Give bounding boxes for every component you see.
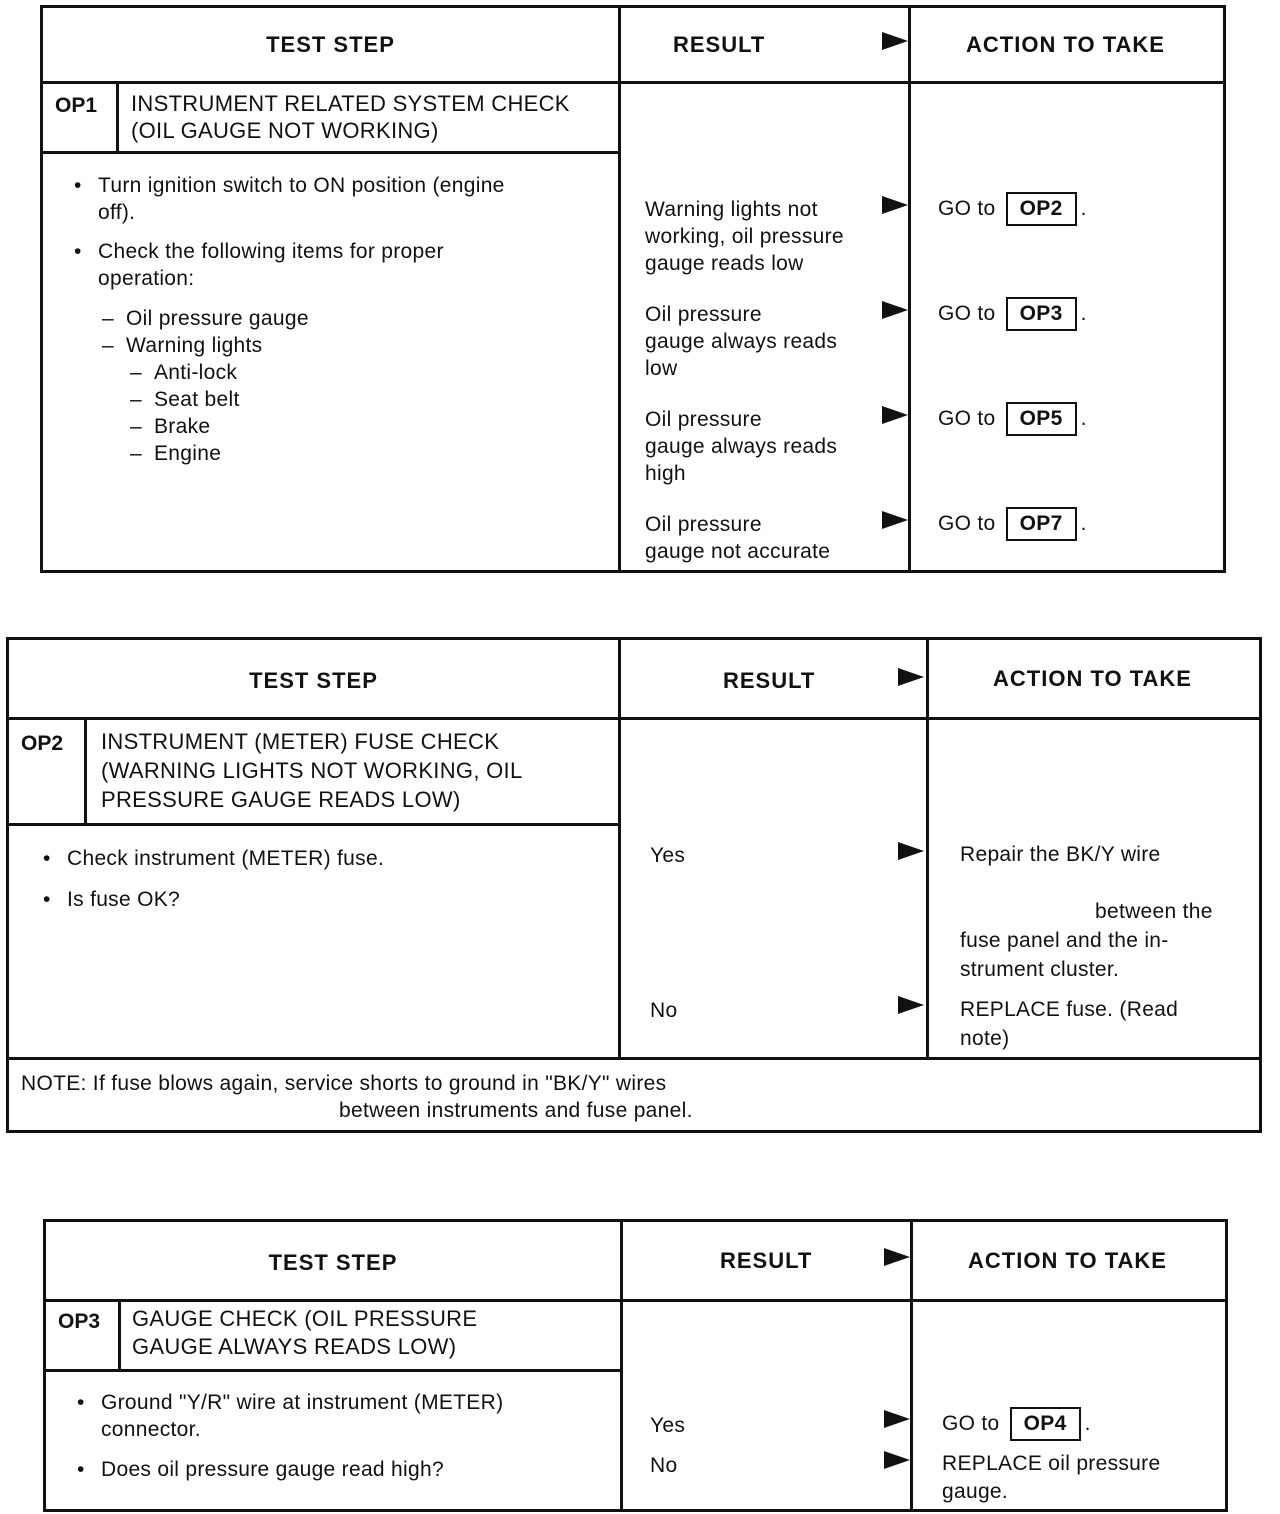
- op1-action3: [938, 402, 1087, 436]
- op1-step1-line2: off).: [98, 201, 136, 224]
- op1-action4-period: .: [1080, 512, 1087, 535]
- op3-step1-line2: connector.: [101, 1418, 201, 1441]
- op1-action4: [938, 507, 1087, 541]
- op1-action1-period: .: [1080, 197, 1087, 220]
- op2-step-title-line1: INSTRUMENT (METER) FUSE CHECK: [101, 729, 500, 754]
- op1-item-gauge: – Oil pressure gauge: [126, 305, 309, 332]
- op1-result2-line1: Oil pressure: [645, 303, 762, 326]
- op3-action-yes-ref[interactable]: OP4: [1010, 1407, 1081, 1441]
- op1-step1-line1: • Turn ignition switch to ON position (engine: [98, 172, 505, 199]
- op1-step2-line2: operation:: [98, 267, 195, 290]
- op1-result3-arrow-icon: [882, 406, 908, 424]
- op1-header-test-step: TEST STEP: [266, 32, 395, 57]
- op2-col-divider-2: [926, 640, 929, 1060]
- op1-result2-line2: gauge always reads: [645, 330, 838, 353]
- op1-header-rule: [43, 81, 1223, 84]
- op1-result4-arrow-icon: [882, 511, 908, 529]
- op2-header-result: RESULT: [723, 668, 816, 693]
- op3-step1-line1: • Ground "Y/R" wire at instrument (METER): [101, 1389, 503, 1416]
- op2-action-no-line1: REPLACE fuse. (Read: [960, 998, 1179, 1021]
- op1-table: [40, 5, 1226, 573]
- op2-action-yes-line3: fuse panel and the in-: [960, 929, 1169, 952]
- op1-result2-arrow-icon: [882, 301, 908, 319]
- op1-col-divider-1: [618, 8, 621, 570]
- op2-yes-arrow-icon: [898, 842, 924, 860]
- op1-action2-ref[interactable]: OP3: [1006, 297, 1077, 331]
- op3-header-result: RESULT: [720, 1248, 813, 1273]
- op2-result-no: No: [650, 999, 678, 1022]
- op3-step-title-line1: GAUGE CHECK (OIL PRESSURE: [132, 1306, 478, 1331]
- op2-header-action: ACTION TO TAKE: [993, 666, 1192, 691]
- op1-step-id: OP1: [55, 94, 98, 117]
- op1-sub-engine: – Engine: [154, 440, 221, 467]
- op1-action1-goto: GO to: [938, 197, 996, 220]
- op1-id-divider: [116, 81, 119, 153]
- op3-table: [43, 1219, 1228, 1512]
- op1-step-title-line2: (OIL GAUGE NOT WORKING): [131, 118, 439, 143]
- op2-action-yes-line4: strument cluster.: [960, 958, 1120, 981]
- op1-item-lights: – Warning lights: [126, 332, 262, 359]
- op3-action-no-line2: gauge.: [942, 1480, 1009, 1503]
- op1-result3-line3: high: [645, 462, 686, 485]
- op1-sub-antilock: – Anti-lock: [154, 359, 237, 386]
- op3-title-rule: [46, 1369, 623, 1372]
- op3-result-yes: Yes: [650, 1414, 686, 1437]
- op1-action3-period: .: [1080, 407, 1087, 430]
- op3-step2: • Does oil pressure gauge read high?: [101, 1456, 444, 1483]
- op1-title-rule: [43, 151, 621, 154]
- op1-result4-line2: gauge not accurate: [645, 540, 831, 563]
- op1-col-divider-2: [908, 8, 911, 570]
- op1-action3-ref[interactable]: OP5: [1006, 402, 1077, 436]
- op1-action4-goto: GO to: [938, 512, 996, 535]
- op2-header-rule: [9, 717, 1259, 720]
- op3-step-id: OP3: [58, 1310, 101, 1333]
- op1-action4-ref[interactable]: OP7: [1006, 507, 1077, 541]
- op1-header-result: RESULT: [673, 32, 766, 57]
- op2-note-line2: between instruments and fuse panel.: [339, 1099, 693, 1122]
- op3-header-arrow-icon: [884, 1248, 910, 1266]
- op3-col-divider-1: [620, 1222, 623, 1509]
- op1-result2-line3: low: [645, 357, 678, 380]
- op2-header-test-step: TEST STEP: [249, 668, 378, 693]
- op2-action-no-line2: note): [960, 1027, 1010, 1050]
- op2-table: [6, 637, 1262, 1133]
- op2-step-title-line2: (WARNING LIGHTS NOT WORKING, OIL: [101, 758, 523, 783]
- op2-action-yes-line1: Repair the BK/Y wire: [960, 843, 1161, 866]
- op1-step2-line1: • Check the following items for proper: [98, 238, 444, 265]
- op2-result-yes: Yes: [650, 844, 686, 867]
- op3-yes-arrow-icon: [884, 1410, 910, 1428]
- op3-id-divider: [118, 1299, 121, 1371]
- op1-action2-goto: GO to: [938, 302, 996, 325]
- op2-note-line1: NOTE: If fuse blows again, service shorts to ground in "BK/Y" wires: [21, 1072, 667, 1095]
- op1-result4-line1: Oil pressure: [645, 513, 762, 536]
- op2-step1: • Check instrument (METER) fuse.: [67, 845, 384, 872]
- op2-id-divider: [84, 717, 87, 825]
- op1-result1-arrow-icon: [882, 196, 908, 214]
- op1-sub-brake: – Brake: [154, 413, 210, 440]
- op3-no-arrow-icon: [884, 1451, 910, 1469]
- op2-step-id: OP2: [21, 732, 64, 755]
- op3-step-title-line2: GAUGE ALWAYS READS LOW): [132, 1334, 457, 1359]
- op1-result1-line3: gauge reads low: [645, 252, 804, 275]
- op1-result1-line2: working, oil pressure: [645, 225, 844, 248]
- op1-action1: [938, 192, 1087, 226]
- op2-note-rule: [9, 1057, 1259, 1060]
- op3-action-no-line1: REPLACE oil pressure: [942, 1452, 1161, 1475]
- op1-result3-line1: Oil pressure: [645, 408, 762, 431]
- op3-result-no: No: [650, 1454, 678, 1477]
- op2-step-title-line3: PRESSURE GAUGE READS LOW): [101, 787, 461, 812]
- op2-header-arrow-icon: [898, 668, 924, 686]
- op1-result1-line1: Warning lights not: [645, 198, 818, 221]
- op1-header-arrow-icon: [882, 32, 908, 50]
- op3-action-yes-goto: GO to: [942, 1412, 1000, 1435]
- op3-header-rule: [46, 1299, 1225, 1302]
- op1-header-action: ACTION TO TAKE: [966, 32, 1165, 57]
- op1-sub-seatbelt: – Seat belt: [154, 386, 240, 413]
- op2-col-divider-1: [618, 640, 621, 1060]
- op1-action3-goto: GO to: [938, 407, 996, 430]
- op3-action-yes-period: .: [1084, 1412, 1091, 1435]
- op1-result3-line2: gauge always reads: [645, 435, 838, 458]
- op1-action2: [938, 297, 1087, 331]
- op2-action-yes-line2: between the: [1095, 900, 1213, 923]
- op3-header-action: ACTION TO TAKE: [968, 1248, 1167, 1273]
- op3-header-test-step: TEST STEP: [268, 1250, 398, 1275]
- op1-action1-ref[interactable]: OP2: [1006, 192, 1077, 226]
- op1-step-title-line1: INSTRUMENT RELATED SYSTEM CHECK: [131, 91, 570, 116]
- op1-action2-period: .: [1080, 302, 1087, 325]
- op2-title-rule: [9, 823, 621, 826]
- op2-no-arrow-icon: [898, 996, 924, 1014]
- op2-step2: • Is fuse OK?: [67, 886, 180, 913]
- op3-action-yes: [942, 1407, 1091, 1441]
